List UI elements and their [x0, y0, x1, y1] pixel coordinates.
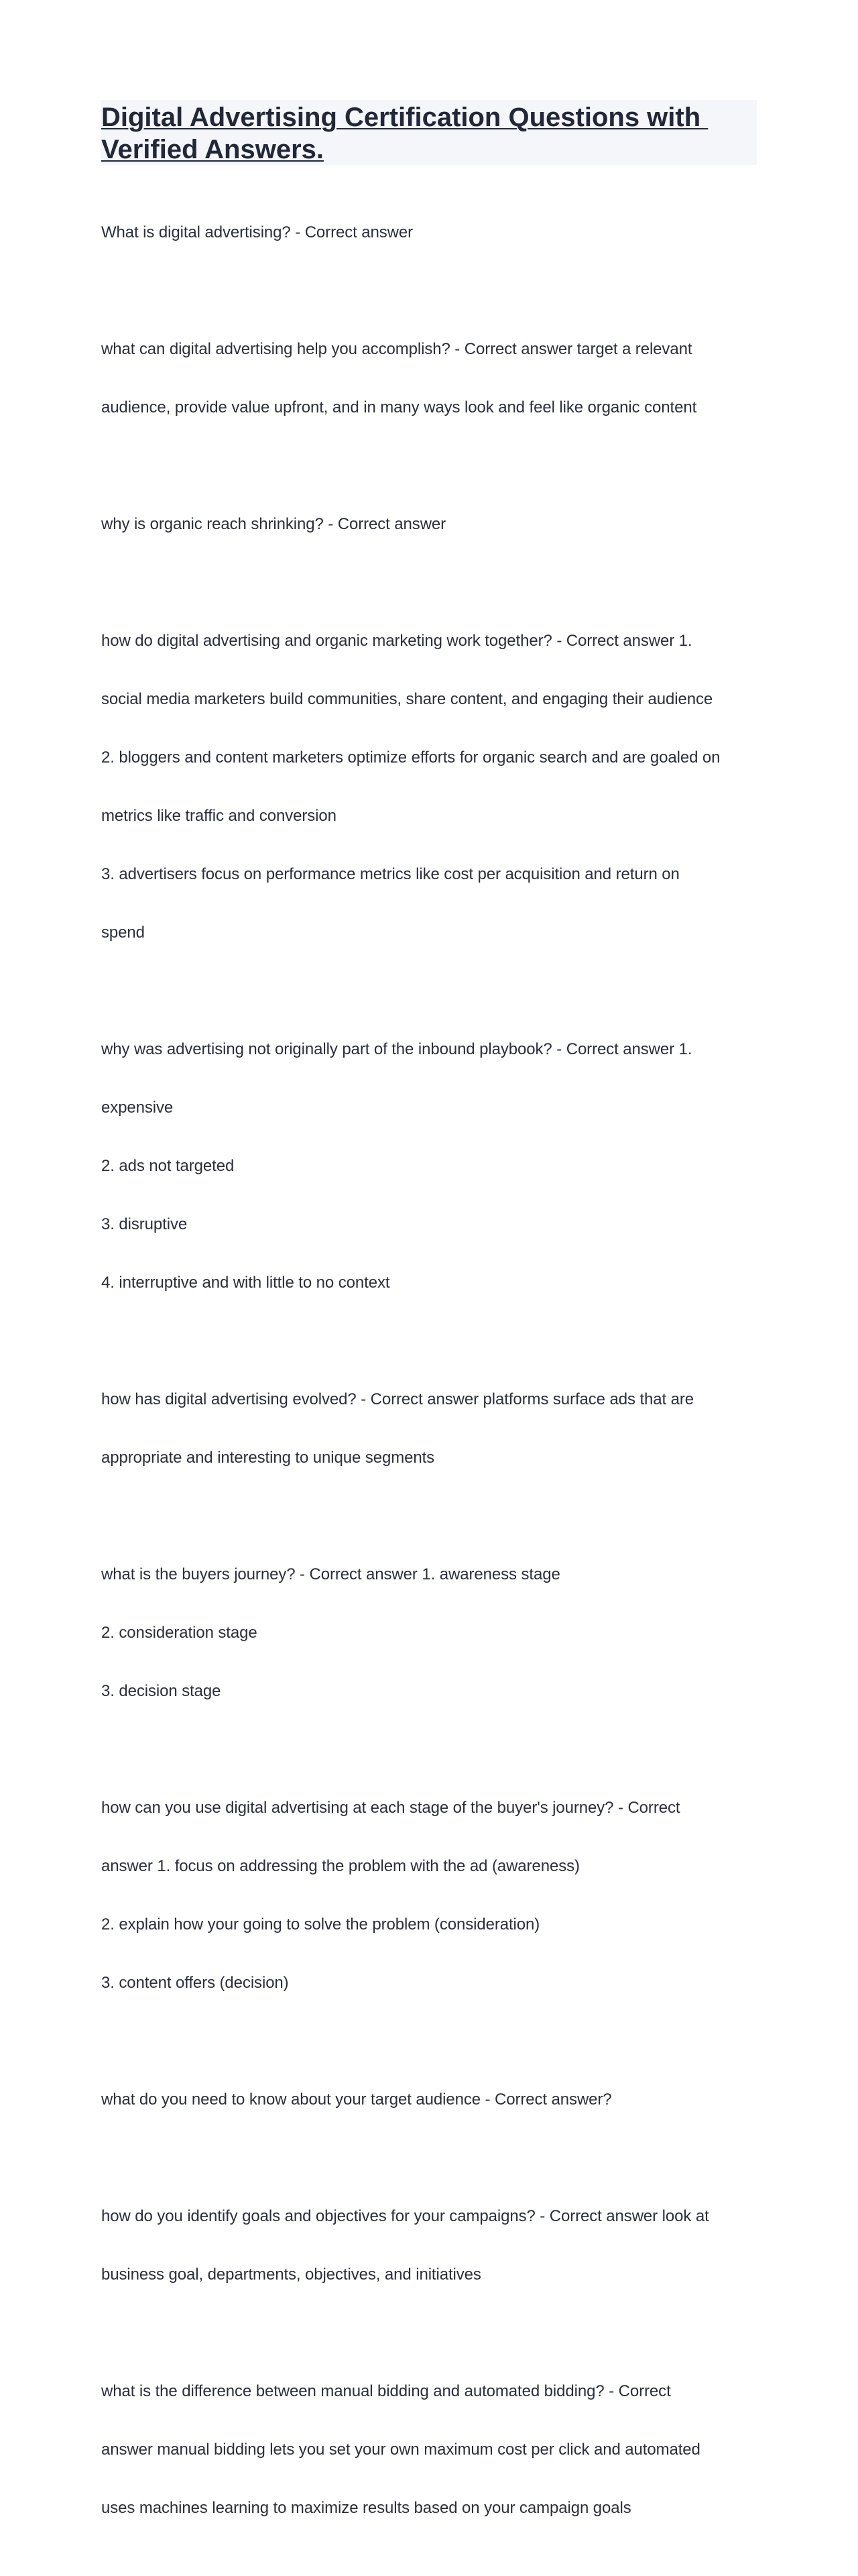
qa-list [101, 184, 758, 2557]
qa-line: 2. ads not targeted [101, 1157, 235, 1175]
qa-line: 2. explain how your going to solve the problem (consideration) [101, 1915, 540, 1934]
qa-line: 3. disruptive [101, 1215, 188, 1233]
qa-item [101, 2168, 758, 2323]
qa-item [101, 1001, 758, 1331]
qa-line: why is organic reach shrinking? - Correct answer [101, 515, 446, 533]
qa-item [101, 184, 758, 281]
qa-item [101, 592, 758, 981]
qa-line: answer 1. focus on addressing the problem with the ad (awareness) [101, 1857, 580, 1875]
qa-line: 3. content offers (decision) [101, 1974, 289, 1992]
qa-line: how can you use digital advertising at each stage of the buyer's journey? - Correct [101, 1799, 680, 1817]
qa-line: appropriate and interesting to unique segments [101, 1449, 435, 1467]
qa-line: business goal, departments, objectives, and initiatives [101, 2265, 481, 2284]
qa-line: what can digital advertising help you accomplish? - Correct answer target a relevant [101, 340, 692, 358]
document-title [101, 100, 757, 166]
qa-item [101, 475, 758, 573]
qa-line: social media marketers build communities, share content, and engaging their audience [101, 690, 713, 708]
title-box [101, 100, 757, 165]
qa-line: what do you need to know about your target audience - Correct answer? [101, 2090, 612, 2109]
qa-line: audience, provide value upfront, and in many ways look and feel like organic content [101, 398, 697, 416]
document-page [101, 100, 758, 2576]
qa-item [101, 2343, 758, 2557]
title-line-2: Verified Answers. [101, 135, 324, 164]
qa-line: metrics like traffic and conversion [101, 807, 336, 825]
qa-line: 2. consideration stage [101, 1624, 257, 1642]
qa-item [101, 2051, 758, 2148]
qa-item [101, 1526, 758, 1740]
qa-line: 4. interruptive and with little to no context [101, 1274, 390, 1292]
qa-line: answer manual bidding lets you set your own maximum cost per click and automated [101, 2441, 700, 2459]
qa-line: how do you identify goals and objectives for your campaigns? - Correct answer look at [101, 2207, 709, 2225]
qa-line: why was advertising not originally part of the inbound playbook? - Correct answer 1. [101, 1040, 692, 1058]
qa-line: spend [101, 923, 145, 942]
qa-line: What is digital advertising? - Correct answer [101, 223, 414, 241]
qa-line: 3. decision stage [101, 1682, 221, 1700]
qa-line: how do digital advertising and organic marketing work together? - Correct answer 1. [101, 632, 692, 650]
qa-item [101, 1759, 758, 2031]
qa-line: how has digital advertising evolved? - Correct answer platforms surface ads that are [101, 1390, 694, 1408]
qa-line: expensive [101, 1099, 174, 1117]
qa-line: 2. bloggers and content marketers optimize efforts for organic search and are goaled on [101, 748, 721, 767]
qa-line: 3. advertisers focus on performance metrics like cost per acquisition and return on [101, 865, 680, 883]
title-line-1: Digital Advertising Certification Questions with [101, 103, 709, 132]
qa-line: what is the difference between manual bidding and automated bidding? - Correct [101, 2382, 671, 2400]
qa-line: uses machines learning to maximize results based on your campaign goals [101, 2499, 631, 2517]
qa-line: what is the buyers journey? - Correct answer 1. awareness stage [101, 1565, 560, 1583]
qa-item [101, 1351, 758, 1506]
qa-item [101, 300, 758, 456]
